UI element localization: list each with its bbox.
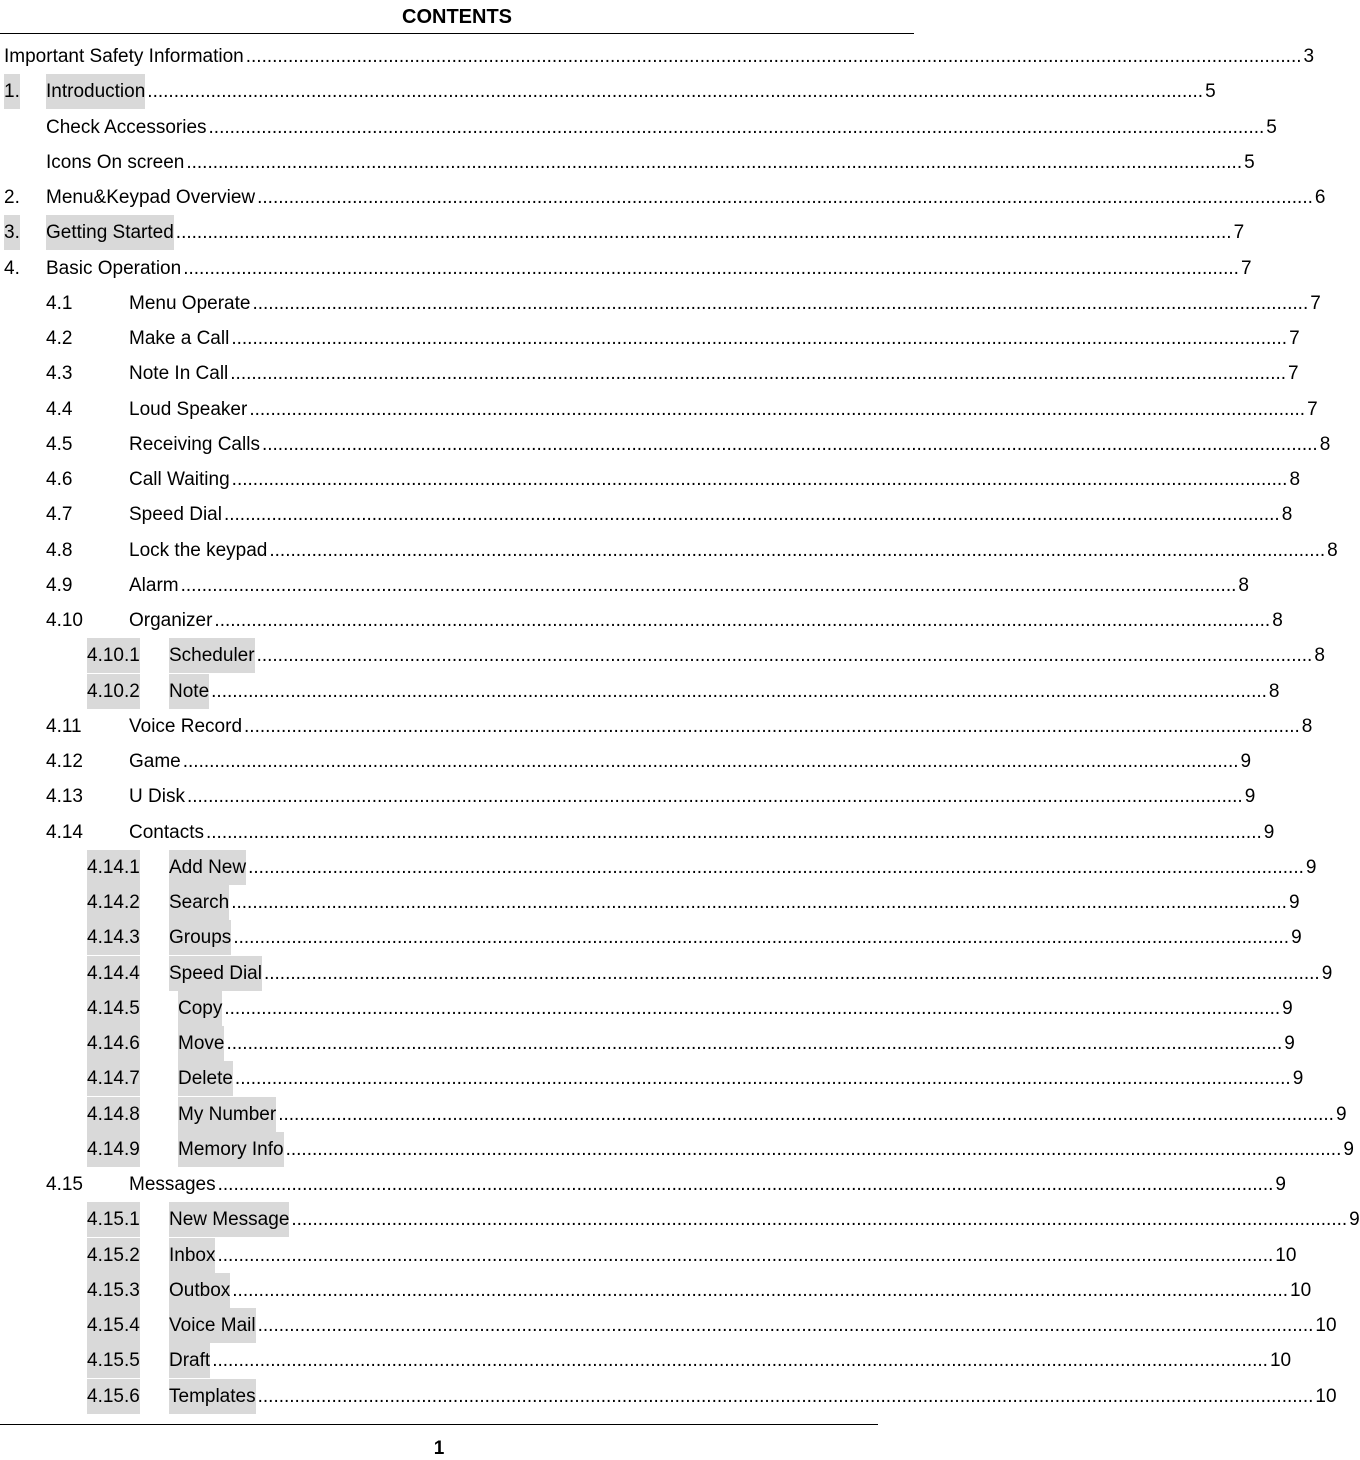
- toc-dot-leader: ........................................................................................................................................................................................................: [278, 1103, 1334, 1125]
- toc-entry-page: 9: [1282, 997, 1293, 1019]
- toc-entry-title: Messages: [129, 1174, 216, 1195]
- toc-entry[interactable]: [0, 815, 1275, 850]
- toc-entry[interactable]: [0, 568, 1249, 603]
- toc-dot-leader: ........................................................................................................................................................................................................: [245, 46, 1302, 67]
- toc-entry-page: 8: [1319, 433, 1331, 455]
- toc-entry-page: 10: [1269, 1350, 1292, 1372]
- toc-entry[interactable]: [0, 251, 1252, 286]
- toc-entry-number: 4.14.3: [87, 920, 140, 955]
- toc-entry-page: 9: [1321, 962, 1333, 984]
- toc-entry-title: Getting Started: [46, 215, 174, 250]
- toc-dot-leader: ........................................................................................................................................................................................................: [147, 81, 1204, 103]
- toc-entry-title: Organizer: [129, 610, 213, 631]
- toc-dot-leader: ........................................................................................................................................................................................................: [208, 116, 1265, 138]
- toc-entry-number: 4.15: [46, 1174, 83, 1195]
- toc-entry-page: 9: [1275, 1174, 1286, 1195]
- toc-dot-leader: ........................................................................................................................................................................................................: [285, 1138, 1342, 1160]
- toc-entry-page: 5: [1266, 116, 1277, 138]
- toc-entry-number: 4.10.1: [87, 638, 140, 673]
- toc-entry-page: 7: [1288, 363, 1299, 385]
- toc-entry-title: Speed Dial: [169, 956, 262, 991]
- toc-entry-title: Inbox: [169, 1238, 215, 1273]
- toc-entry[interactable]: [0, 1132, 1354, 1167]
- toc-entry[interactable]: [0, 1167, 1286, 1202]
- toc-entry-number: 4.3: [46, 363, 73, 385]
- toc-entry[interactable]: [0, 674, 1280, 709]
- toc-entry-title: Groups: [169, 920, 231, 955]
- top-divider: [0, 33, 914, 34]
- toc-entry-page: 7: [1240, 257, 1252, 279]
- toc-entry-page: 9: [1263, 821, 1275, 843]
- toc-entry[interactable]: [0, 1061, 1304, 1096]
- toc-entry[interactable]: [0, 885, 1300, 920]
- toc-dot-leader: ........................................................................................................................................................................................................: [261, 433, 1318, 455]
- toc-entry[interactable]: [0, 497, 1293, 532]
- toc-entry-title: Menu&Keypad Overview: [46, 187, 256, 208]
- toc-dot-leader: ........................................................................................................................................................................................................: [217, 1174, 1274, 1195]
- toc-entry-page: 3: [1303, 46, 1315, 67]
- toc-entry-number: 4.14.2: [87, 885, 140, 920]
- toc-entry-number: 4.5: [46, 433, 73, 455]
- toc-entry-title: Important Safety Information: [4, 46, 244, 67]
- bottom-divider: [0, 1424, 878, 1425]
- toc-entry-page: 9: [1343, 1138, 1354, 1160]
- toc-entry[interactable]: [0, 603, 1283, 638]
- toc-entry-title: Draft: [169, 1343, 210, 1378]
- toc-entry-page: 9: [1349, 1209, 1360, 1231]
- toc-entry-page: 10: [1275, 1244, 1297, 1266]
- toc-entry-number: 4.8: [46, 539, 73, 561]
- toc-entry-number: 2.: [4, 187, 20, 208]
- toc-entry-number: 4.: [4, 257, 20, 279]
- toc-entry-title: Note: [169, 674, 209, 709]
- toc-entry-page: 8: [1268, 680, 1280, 702]
- toc-dot-leader: ........................................................................................................................................................................................................: [257, 187, 1313, 208]
- toc-entry-title: Templates: [169, 1379, 256, 1414]
- toc-entry-number: 4.12: [46, 751, 83, 772]
- toc-entry-number: 4.14.1: [87, 850, 140, 885]
- toc-entry[interactable]: [0, 356, 1299, 391]
- toc-dot-leader: ........................................................................................................................................................................................................: [214, 610, 1271, 631]
- toc-dot-leader: ........................................................................................................................................................................................................: [223, 504, 1280, 526]
- toc-entry-page: 8: [1327, 539, 1338, 561]
- toc-dot-leader: ........................................................................................................................................................................................................: [263, 962, 1320, 984]
- toc-entry-page: 8: [1272, 610, 1283, 631]
- toc-entry-page: 8: [1301, 715, 1313, 737]
- toc-entry-page: 9: [1284, 1033, 1295, 1054]
- toc-entry-number: 4.4: [46, 398, 73, 420]
- toc-entry-title: Game: [129, 751, 181, 772]
- toc-entry-number: 4.14.8: [87, 1097, 140, 1132]
- toc-dot-leader: ........................................................................................................................................................................................................: [248, 856, 1304, 878]
- toc-dot-leader: ........................................................................................................................................................................................................: [232, 1279, 1289, 1301]
- toc-entry-number: 4.14.5: [87, 991, 140, 1026]
- toc-entry-title: Alarm: [129, 574, 179, 596]
- toc-entry[interactable]: [0, 180, 1326, 215]
- toc-entry[interactable]: [0, 74, 1216, 109]
- toc-entry[interactable]: [0, 286, 1321, 321]
- toc-entry-title: Search: [169, 885, 229, 920]
- toc-entry-number: 4.9: [46, 574, 73, 596]
- toc-entry[interactable]: [0, 1202, 1360, 1237]
- toc-entry-page: 10: [1290, 1279, 1312, 1301]
- toc-entry[interactable]: [0, 321, 1300, 356]
- toc-entry-number: 4.6: [46, 469, 73, 490]
- toc-entry[interactable]: [0, 1273, 1312, 1308]
- toc-entry[interactable]: [0, 1097, 1347, 1132]
- toc-entry[interactable]: [0, 744, 1252, 779]
- toc-entry-number: 4.14.7: [87, 1061, 140, 1096]
- toc-entry[interactable]: [0, 638, 1325, 673]
- toc-dot-leader: ........................................................................................................................................................................................................: [211, 680, 1267, 702]
- toc-dot-leader: ........................................................................................................................................................................................................: [249, 398, 1306, 420]
- toc-entry[interactable]: [0, 709, 1313, 744]
- toc-dot-leader: ........................................................................................................................................................................................................: [244, 715, 1300, 737]
- toc-entry-page: 9: [1244, 786, 1256, 808]
- toc-entry-title: Icons On screen: [46, 151, 185, 173]
- toc-dot-leader: ........................................................................................................................................................................................................: [186, 786, 1243, 808]
- toc-entry-page: 8: [1281, 504, 1293, 526]
- toc-dot-leader: ........................................................................................................................................................................................................: [231, 328, 1288, 349]
- toc-entry-title: Scheduler: [169, 638, 255, 673]
- toc-dot-leader: ........................................................................................................................................................................................................: [183, 257, 1239, 279]
- toc-entry-number: 4.14.9: [87, 1132, 140, 1167]
- toc-entry-title: Loud Speaker: [129, 398, 248, 420]
- toc-entry-number: 4.15.3: [87, 1273, 140, 1308]
- toc-entry-page: 7: [1307, 398, 1318, 420]
- toc-entry[interactable]: [0, 533, 1338, 568]
- toc-entry-title: Add New: [169, 850, 246, 885]
- toc-dot-leader: ........................................................................................................................................................................................................: [217, 1244, 1274, 1266]
- toc-entry-number: 4.14: [46, 821, 83, 843]
- toc-entry-title: Contacts: [129, 821, 204, 843]
- toc-entry[interactable]: [0, 110, 1277, 145]
- toc-entry-title: Speed Dial: [129, 504, 222, 526]
- toc-dot-leader: ........................................................................................................................................................................................................: [291, 1209, 1348, 1231]
- toc-entry-number: 3.: [4, 215, 20, 250]
- toc-entry[interactable]: [0, 1308, 1337, 1343]
- toc-entry-number: 4.15.6: [87, 1379, 140, 1414]
- toc-dot-leader: ........................................................................................................................................................................................................: [226, 1033, 1283, 1054]
- toc-dot-leader: ........................................................................................................................................................................................................: [205, 821, 1262, 843]
- toc-dot-leader: ........................................................................................................................................................................................................: [257, 1385, 1314, 1407]
- toc-entry-title: Lock the keypad: [129, 539, 268, 561]
- toc-entry-title: My Number: [178, 1097, 276, 1132]
- toc-dot-leader: ........................................................................................................................................................................................................: [175, 222, 1232, 244]
- toc-entry-number: 1.: [4, 74, 20, 109]
- toc-entry-title: Basic Operation: [46, 257, 182, 279]
- toc-entry[interactable]: [0, 1238, 1297, 1273]
- toc-entry[interactable]: [0, 392, 1318, 427]
- toc-entry-number: 4.10: [46, 610, 83, 631]
- toc-entry[interactable]: [0, 1379, 1337, 1414]
- toc-entry-number: 4.2: [46, 328, 73, 349]
- toc-dot-leader: ........................................................................................................................................................................................................: [231, 892, 1287, 913]
- toc-entry-title: New Message: [169, 1202, 289, 1237]
- toc-entry-number: 4.1: [46, 292, 73, 314]
- toc-entry-number: 4.10.2: [87, 674, 140, 709]
- toc-entry-page: 9: [1291, 927, 1302, 949]
- toc-dot-leader: ........................................................................................................................................................................................................: [186, 151, 1243, 173]
- toc-dot-leader: ........................................................................................................................................................................................................: [231, 469, 1288, 490]
- toc-entry-title: Move: [178, 1026, 224, 1061]
- toc-entry-page: 10: [1315, 1385, 1337, 1407]
- toc-dot-leader: ........................................................................................................................................................................................................: [233, 927, 1290, 949]
- toc-entry[interactable]: [0, 215, 1245, 250]
- page-number: 1: [433, 1438, 445, 1459]
- toc-dot-leader: ........................................................................................................................................................................................................: [212, 1350, 1268, 1372]
- toc-entry-title: Call Waiting: [129, 469, 230, 490]
- toc-entry-number: 4.14.6: [87, 1026, 140, 1061]
- toc-dot-leader: ........................................................................................................................................................................................................: [182, 751, 1239, 772]
- toc-entry-title: Outbox: [169, 1273, 230, 1308]
- toc-dot-leader: ........................................................................................................................................................................................................: [252, 292, 1309, 314]
- toc-dot-leader: ........................................................................................................................................................................................................: [234, 1068, 1291, 1090]
- toc-entry-page: 7: [1289, 328, 1300, 349]
- toc-dot-leader: ........................................................................................................................................................................................................: [180, 574, 1237, 596]
- toc-entry-page: 9: [1292, 1068, 1304, 1090]
- toc-dot-leader: ........................................................................................................................................................................................................: [256, 645, 1313, 667]
- toc-entry-title: Voice Mail: [169, 1308, 256, 1343]
- toc-entry-page: 8: [1289, 469, 1301, 490]
- toc-entry-page: 7: [1310, 292, 1321, 314]
- toc-entry[interactable]: [0, 779, 1256, 814]
- toc-entry-title: U Disk: [129, 786, 185, 808]
- toc-entry-page: 9: [1288, 892, 1300, 913]
- toc-entry[interactable]: [0, 991, 1293, 1026]
- toc-entry-number: 4.7: [46, 504, 73, 526]
- toc-entry[interactable]: [0, 1343, 1292, 1378]
- toc-entry-page: 8: [1314, 645, 1325, 667]
- toc-entry-page: 5: [1205, 81, 1216, 103]
- toc-entry-number: 4.15.4: [87, 1308, 140, 1343]
- toc-entry[interactable]: [0, 39, 1315, 74]
- toc-dot-leader: ........................................................................................................................................................................................................: [269, 539, 1326, 561]
- toc-entry-number: 4.15.1: [87, 1202, 140, 1237]
- toc-dot-leader: ........................................................................................................................................................................................................: [257, 1315, 1314, 1336]
- toc-entry[interactable]: [0, 850, 1317, 885]
- toc-entry-number: 4.13: [46, 786, 83, 808]
- toc-entry-number: 4.15.2: [87, 1238, 140, 1273]
- toc-entry[interactable]: [0, 920, 1302, 955]
- toc-entry-page: 7: [1233, 222, 1245, 244]
- toc-entry-title: Note In Call: [129, 363, 229, 385]
- toc-entry-page: 8: [1238, 574, 1249, 596]
- toc-entry-title: Introduction: [46, 74, 145, 109]
- toc-dot-leader: ........................................................................................................................................................................................................: [224, 997, 1281, 1019]
- toc-entry-number: 4.11: [46, 715, 82, 737]
- toc-entry-title: Copy: [178, 991, 222, 1026]
- toc-entry[interactable]: [0, 145, 1255, 180]
- toc-entry-page: 5: [1244, 151, 1255, 173]
- toc-dot-leader: ........................................................................................................................................................................................................: [230, 363, 1287, 385]
- toc-entry-title: Menu Operate: [129, 292, 251, 314]
- toc-entry-page: 9: [1305, 856, 1317, 878]
- toc-entry[interactable]: [0, 1026, 1295, 1061]
- toc-entry-page: 9: [1240, 751, 1252, 772]
- toc-entry-title: Make a Call: [129, 328, 230, 349]
- toc-entry[interactable]: [0, 956, 1333, 991]
- toc-entry-title: Voice Record: [129, 715, 243, 737]
- toc-entry-page: 9: [1335, 1103, 1347, 1125]
- toc-entry[interactable]: [0, 427, 1331, 462]
- page-title: CONTENTS: [402, 6, 512, 28]
- toc-entry-title: Receiving Calls: [129, 433, 260, 455]
- toc-entry[interactable]: [0, 462, 1301, 497]
- toc-entry-page: 10: [1315, 1315, 1337, 1336]
- toc-entry-number: 4.14.4: [87, 956, 140, 991]
- toc-entry-title: Check Accessories: [46, 116, 207, 138]
- toc-entry-title: Memory Info: [178, 1132, 284, 1167]
- toc-entry-number: 4.15.5: [87, 1343, 140, 1378]
- toc-entry-page: 6: [1314, 187, 1326, 208]
- toc-entry-title: Delete: [178, 1061, 233, 1096]
